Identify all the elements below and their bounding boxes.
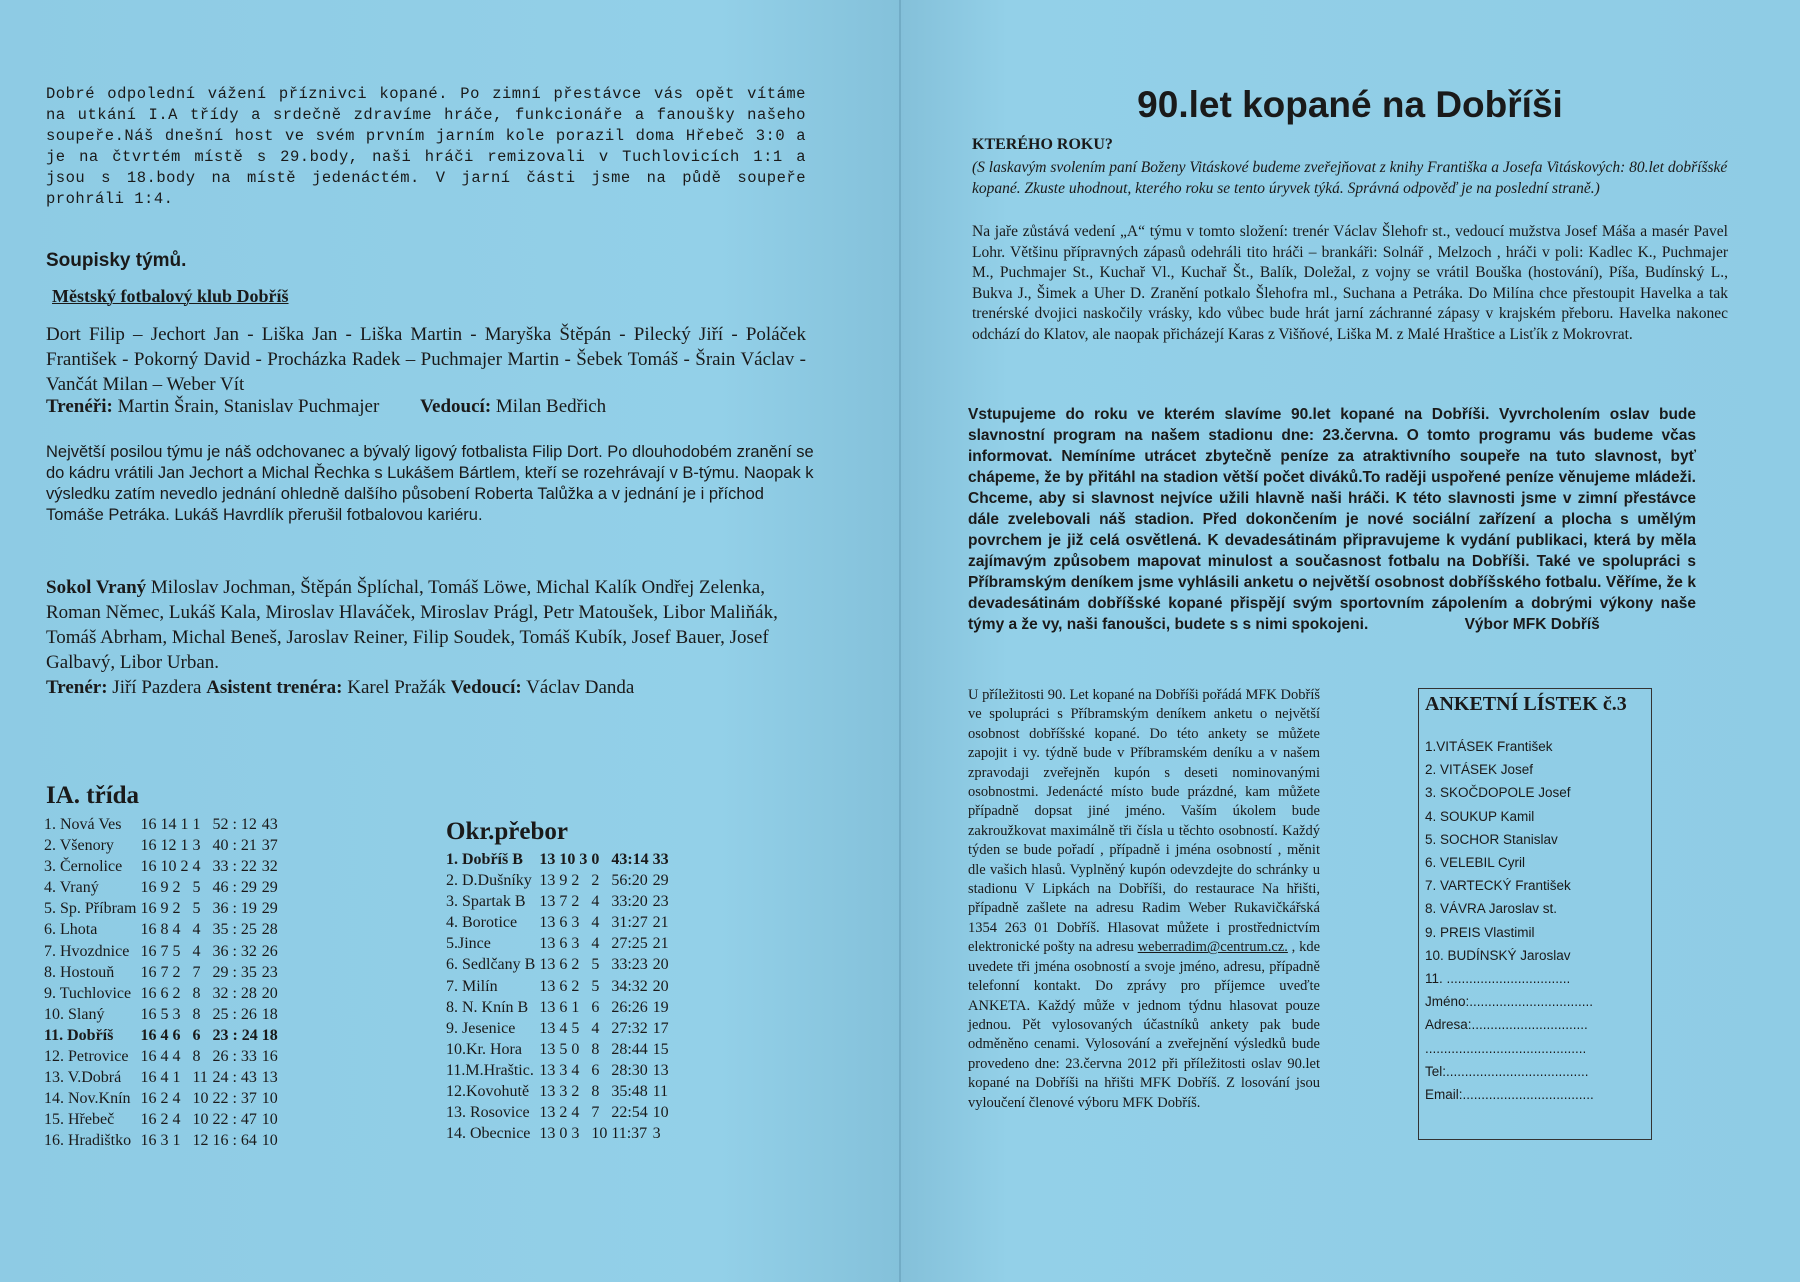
ia-cell-team: 2. Všenory xyxy=(44,837,114,855)
club1-leader-label: Vedoucí: xyxy=(420,396,492,417)
okr-cell-played: 13 xyxy=(539,977,556,995)
ia-cell-score: 26 : 33 xyxy=(212,1048,257,1066)
ballot-item[interactable]: 9. PREIS Vlastimil xyxy=(1425,924,1535,940)
okr-cell-lost: 10 xyxy=(591,1125,608,1143)
okr-cell-won-drawn: 4 5 xyxy=(559,1019,580,1037)
okr-cell-lost: 8 xyxy=(591,1083,600,1101)
ia-cell-points: 18 xyxy=(261,1026,278,1044)
okr-cell-team: 8. N. Knín B xyxy=(446,998,529,1016)
okr-row xyxy=(446,954,673,975)
ia-cell-score: 40 : 21 xyxy=(212,837,257,855)
ia-row xyxy=(44,1088,282,1109)
ia-cell-played: 16 xyxy=(140,984,157,1002)
ia-cell-team: 15. Hřebeč xyxy=(44,1111,115,1129)
anketa-paragraph xyxy=(968,686,1320,1113)
anketa-text-a: U příležitosti 90. Let kopané na Dobříši pořádá MFK Dobříš ve spolupráci s Příbramským deníkem anketu o největší osobnost dobříšské kopané. Do této ankety se můžete zapojit i vy. týdně bude v Příbramském deníku a v našem zpravodaji zveřejněn kupón s deseti nominovanými osobnostmi. Jedenácté místo bude prázdné, kam můžete případně dopsat jiné jméno. Vaším úkolem bude zakroužkovat maximálně tři čísla u těchto osobností. Každý týden se bude pořadí , případně i jména osobností , měnit dle vašich hlasů. Vyplněný kupón odevzdejte do schránky u stadionu V Lipkách na Dobříši, do restaurace Na hřišti, případně zašlete na adresu Radim Weber Rukavičkářská 1354 263 01 Dobříš. Hlasovat můžete i prostřednictvím elektronické pošty na adresu xyxy=(968,687,1320,956)
ia-cell-score: 16 : 64 xyxy=(212,1132,257,1150)
ia-cell-lost: 3 xyxy=(192,837,201,855)
okr-cell-points: 10 xyxy=(652,1104,669,1122)
okr-cell-played: 13 xyxy=(539,893,556,911)
ia-cell-team: 6. Lhota xyxy=(44,921,98,939)
ia-row xyxy=(44,962,282,983)
ia-row xyxy=(44,919,282,940)
ia-cell-team: 3. Černolice xyxy=(44,858,123,876)
ia-cell-score: 32 : 28 xyxy=(212,984,257,1002)
okr-cell-score: 22:54 xyxy=(611,1104,648,1122)
ia-cell-team: 11. Dobříš xyxy=(44,1026,114,1044)
ia-cell-score: 52 : 12 xyxy=(212,816,257,833)
ia-cell-score: 23 : 24 xyxy=(212,1026,258,1044)
okr-row xyxy=(446,1102,673,1123)
ia-cell-won-drawn: 5 3 xyxy=(160,1005,181,1023)
ia-cell-points: 18 xyxy=(261,1005,278,1023)
ia-cell-lost: 5 xyxy=(192,879,201,897)
page-title: 90.let kopané na Dobříši xyxy=(1137,84,1563,125)
ia-cell-played: 16 xyxy=(140,921,157,939)
okr-cell-points: 29 xyxy=(652,872,669,890)
anniversary-signature: Výbor MFK Dobříš xyxy=(1464,616,1600,633)
ia-cell-lost: 8 xyxy=(192,984,201,1002)
ia-cell-played: 16 xyxy=(140,1111,157,1129)
okr-cell-score: 35:48 xyxy=(611,1083,648,1101)
ballot-list xyxy=(1425,735,1594,1106)
okr-cell-played: 13 xyxy=(539,1125,556,1143)
okr-row xyxy=(446,870,673,891)
ia-cell-score: 29 : 35 xyxy=(212,963,257,981)
okr-cell-points: 20 xyxy=(652,977,669,995)
okr-row xyxy=(446,933,673,954)
okr-cell-team: 2. D.Dušníky xyxy=(446,872,532,890)
ballot-item[interactable]: 7. VARTECKÝ František xyxy=(1425,878,1571,894)
okr-cell-team: 3. Spartak B xyxy=(446,893,526,911)
okr-cell-score: 34:32 xyxy=(611,977,648,995)
okr-cell-won-drawn: 7 2 xyxy=(559,893,580,911)
okr-cell-team: 13. Rosovice xyxy=(446,1104,530,1122)
okr-cell-points: 17 xyxy=(652,1019,669,1037)
ia-cell-points: 16 xyxy=(261,1048,278,1066)
ballot-title: ANKETNÍ LÍSTEK č.3 xyxy=(1425,693,1627,715)
okr-cell-team: 9. Jesenice xyxy=(446,1019,516,1037)
okr-cell-played: 13 xyxy=(539,1083,556,1101)
okr-cell-played: 13 xyxy=(539,956,556,974)
okr-cell-played: 13 xyxy=(539,914,556,932)
okr-row xyxy=(446,1081,673,1102)
okr-cell-won-drawn: 5 0 xyxy=(559,1040,580,1058)
okr-row xyxy=(446,849,673,870)
okr-cell-team: 14. Obecnice xyxy=(446,1125,531,1143)
ia-cell-lost: 8 xyxy=(192,1048,201,1066)
okr-cell-played: 13 xyxy=(539,1061,556,1079)
club2-roster xyxy=(46,575,806,700)
ia-row xyxy=(44,856,282,877)
ia-cell-score: 25 : 26 xyxy=(212,1005,257,1023)
okr-cell-won-drawn: 6 3 xyxy=(559,914,580,932)
okr-cell-points: 11 xyxy=(652,1083,669,1101)
okr-cell-score: 28:44 xyxy=(611,1040,648,1058)
okr-cell-team: 6. Sedlčany B xyxy=(446,956,536,974)
okr-cell-lost: 5 xyxy=(591,977,600,995)
okr-cell-points: 23 xyxy=(652,893,669,911)
ia-cell-team: 14. Nov.Knín xyxy=(44,1090,131,1108)
ia-cell-won-drawn: 4 1 xyxy=(160,1069,181,1087)
ia-heading: IA. třída xyxy=(46,782,140,809)
ia-cell-played: 16 xyxy=(140,1132,157,1150)
ia-cell-points: 23 xyxy=(261,963,278,981)
ia-cell-lost: 4 xyxy=(192,942,201,960)
okr-row xyxy=(446,1060,673,1081)
okr-row xyxy=(446,1018,673,1039)
ballot-item[interactable]: 6. VELEBIL Cyril xyxy=(1425,855,1526,871)
okr-row xyxy=(446,1123,673,1144)
ia-cell-played: 16 xyxy=(140,900,157,918)
ia-cell-won-drawn: 3 1 xyxy=(160,1132,181,1150)
ia-cell-team: 5. Sp. Příbram xyxy=(44,900,137,918)
ia-cell-played: 16 xyxy=(140,879,157,897)
ia-row xyxy=(44,1004,282,1025)
ballot-item[interactable]: 10. BUDÍNSKÝ Jaroslav xyxy=(1425,947,1571,963)
ia-cell-won-drawn: 7 2 xyxy=(160,963,181,981)
ia-cell-team: 7. Hvozdnice xyxy=(44,942,130,960)
ia-cell-score: 36 : 19 xyxy=(212,900,257,918)
ia-cell-won-drawn: 7 5 xyxy=(160,942,181,960)
ia-cell-points: 28 xyxy=(261,921,278,939)
ballot-item[interactable]: Jméno:................................. xyxy=(1425,994,1594,1010)
question-heading: KTERÉHO ROKU? xyxy=(972,136,1113,153)
ia-cell-won-drawn: 2 4 xyxy=(160,1111,181,1129)
ia-cell-played: 16 xyxy=(140,963,157,981)
okr-cell-team: 11.M.Hraštic. xyxy=(446,1061,534,1079)
ia-cell-points: 10 xyxy=(261,1111,278,1129)
ia-row xyxy=(44,835,282,856)
ballot-item[interactable]: 4. SOUKUP Kamil xyxy=(1425,808,1535,824)
ballot-item[interactable]: Adresa:............................... xyxy=(1425,1017,1588,1033)
ia-cell-won-drawn: 9 2 xyxy=(160,879,181,897)
ia-cell-points: 10 xyxy=(261,1132,278,1150)
anketa-email-link[interactable]: weberradim@centrum.cz. xyxy=(1137,939,1288,956)
ia-cell-points: 37 xyxy=(261,837,278,855)
okr-cell-score: 43:14 xyxy=(611,851,649,868)
okr-cell-won-drawn: 6 3 xyxy=(559,935,580,953)
ballot-item[interactable]: Email:................................... xyxy=(1425,1087,1594,1103)
okr-cell-lost: 4 xyxy=(591,914,600,932)
club2-trainer-label: Trenér: xyxy=(46,677,108,698)
anniversary-text: Vstupujeme do roku ve kterém slavíme 90.let kopané na Dobříši. Vyvrcholením oslav bude slavnostní program na našem stadionu dne: 23.června. O tomto programu vás budeme včas informovat. Nemíníme utrácet zbytečně peníze za atraktivního soupeře na tuto slavnost, byť chápeme, že by přitáhl na stadion větší počet diváků.To raději uspořené peníze věnujeme mládeži. Chceme, aby si slavnost nejvíce užili hlavně naši hráči. K této slavnosti jsme v zimní přestávce dále zvelebovali náš stadion. Před dokončením je nové sociální zařízení a plocha s umělým povrchem je již celá osvětlená. K devadesátinám připravujeme k vydání publikaci, která by měla zajímavým způsobem mapovat minulost a současnost fotbalu na Dobříši. Také ve spolupráci s Příbramským deníkem jsme vyhlásili anketu o největší osobnost dobříšského fotbalu. Věříme, že k devadesátinám dobříšské kopané přispějí svým sportovním zápolením a dobrými výkony naše týmy a že vy, naši fanoušci, budete s s nimi spokojeni. xyxy=(968,406,1696,633)
ia-cell-score: 22 : 47 xyxy=(212,1111,257,1129)
ia-cell-played: 16 xyxy=(140,1069,157,1087)
club2-name: Sokol Vraný xyxy=(46,577,147,598)
ballot-item[interactable]: ........................................... xyxy=(1425,1040,1587,1056)
okr-cell-team: 12.Kovohutě xyxy=(446,1083,530,1101)
okr-cell-points: 13 xyxy=(652,1061,669,1079)
okr-cell-won-drawn: 6 2 xyxy=(559,977,580,995)
okr-cell-lost: 2 xyxy=(591,872,600,890)
ia-row xyxy=(44,877,282,898)
ia-row xyxy=(44,898,282,919)
ia-cell-points: 29 xyxy=(261,900,278,918)
ia-cell-won-drawn: 9 2 xyxy=(160,900,181,918)
ia-row xyxy=(44,1109,282,1130)
ia-cell-team: 9. Tuchlovice xyxy=(44,984,132,1002)
ia-cell-won-drawn: 10 2 xyxy=(160,858,189,876)
ballot-item[interactable]: 5. SOCHOR Stanislav xyxy=(1425,831,1558,847)
ia-cell-played: 16 xyxy=(140,1048,157,1066)
okr-cell-score: 33:23 xyxy=(611,956,648,974)
okr-row xyxy=(446,891,673,912)
club2-assistant-label: Asistent trenéra: xyxy=(206,677,343,698)
ia-cell-lost: 1 xyxy=(192,816,201,833)
okr-cell-points: 21 xyxy=(652,935,669,953)
ia-cell-lost: 10 xyxy=(192,1111,209,1129)
ballot-box xyxy=(1418,688,1652,1140)
okr-cell-score: 26:26 xyxy=(611,998,648,1016)
ia-row xyxy=(44,1046,282,1067)
okr-cell-lost: 6 xyxy=(591,1061,600,1079)
okr-cell-team: 10.Kr. Hora xyxy=(446,1040,522,1058)
okr-cell-lost: 4 xyxy=(591,935,600,953)
ia-cell-won-drawn: 4 6 xyxy=(160,1026,181,1044)
okr-cell-won-drawn: 3 2 xyxy=(559,1083,580,1101)
okr-cell-won-drawn: 9 2 xyxy=(559,872,580,890)
okr-cell-won-drawn: 0 3 xyxy=(559,1125,580,1143)
ia-row xyxy=(44,1130,282,1151)
club1-players: Dort Filip – Jechort Jan - Liška Jan - Liška Martin - Maryška Štěpán - Pilecký Jiří - Poláček František - Pokorný David - Procházka Radek – Puchmajer Martin - Šebek Tomáš - Šrain Václav - Vančát Milan – Weber Vít xyxy=(46,324,806,395)
ia-cell-played: 16 xyxy=(140,1005,157,1023)
ia-cell-score: 33 : 22 xyxy=(212,858,257,876)
ia-cell-points: 26 xyxy=(261,942,278,960)
ia-cell-points: 10 xyxy=(261,1090,278,1108)
okr-cell-score: 33:20 xyxy=(611,893,648,911)
club2-trainer: Jiří Pazdera xyxy=(112,677,202,698)
ia-row xyxy=(44,983,282,1004)
okr-row xyxy=(446,976,673,997)
okr-cell-won-drawn: 6 1 xyxy=(559,998,580,1016)
okr-cell-lost: 0 xyxy=(591,851,600,868)
okr-row xyxy=(446,1039,673,1060)
okr-cell-played: 13 xyxy=(539,1019,556,1037)
ballot-item[interactable]: 1.VITÁSEK František xyxy=(1425,739,1553,754)
okr-cell-lost: 5 xyxy=(591,956,600,974)
club2-players: Miloslav Jochman, Štěpán Šplíchal, Tomáš Löwe, Michal Kalík Ondřej Zelenka, Roman Němec, Lukáš Kala, Miroslav Hlaváček, Miroslav Prágl, Petr Matoušek, Libor Maliňák, Tomáš Abrham, Michal Beneš, Jaroslav Reiner, Filip Soudek, Tomáš Kubík, Josef Bauer, Josef Galbavý, Libor Urban. xyxy=(46,577,778,673)
ia-cell-lost: 11 xyxy=(192,1069,208,1087)
ia-cell-played: 16 xyxy=(140,1026,157,1044)
okr-cell-points: 3 xyxy=(652,1125,661,1143)
okr-row xyxy=(446,912,673,933)
okr-cell-team: 5.Jince xyxy=(446,935,491,953)
ia-cell-lost: 4 xyxy=(192,921,201,939)
ia-cell-won-drawn: 8 4 xyxy=(160,921,181,939)
okr-cell-lost: 8 xyxy=(591,1040,600,1058)
okr-cell-score: 56:20 xyxy=(611,872,648,890)
page-fold xyxy=(899,0,901,1282)
ia-row xyxy=(44,1067,282,1088)
ia-cell-lost: 10 xyxy=(192,1090,209,1108)
intro-paragraph: Dobré odpolední vážení příznivci kopané. Po zimní přestávce vás opět vítáme na utkání I.A třídy a srdečně zdravíme hráče, funkcionáře a fanoušky našeho soupeře.Náš dnešní host ve svém prvním jarním kole porazil doma Hřebeč 3:0 a je na čtvrtém místě s 29.body, naši hráči remizovali v Tuchlovicích 1:1 a jsou s 18.body na místě jedenáctém. V jarní části jsme na půdě soupeře prohráli 1:4. xyxy=(46,85,806,208)
ia-cell-points: 29 xyxy=(261,879,278,897)
question-intro: (S laskavým svolením paní Boženy Vitáskové budeme zveřejňovat z knihy Františka a Josefa Vitáskových: 80.let dobříšské kopané. Zkuste uhodnout, kterého roku se tento úryvek týká. Správná odpověď je na poslední straně.) xyxy=(972,159,1728,197)
okr-cell-team: 1. Dobříš B xyxy=(446,851,523,868)
club1-name: Městský fotbalový klub Dobříš xyxy=(52,286,289,306)
okr-cell-score: 27:32 xyxy=(611,1019,648,1037)
ia-cell-team: 10. Slaný xyxy=(44,1005,105,1023)
ia-table xyxy=(44,814,282,1152)
ia-cell-played: 16 xyxy=(140,858,157,876)
ia-row xyxy=(44,1025,282,1046)
club1-trainers: Martin Šrain, Stanislav Puchmajer xyxy=(117,396,380,417)
ballot-item[interactable]: 8. VÁVRA Jaroslav st. xyxy=(1425,901,1558,917)
ia-cell-team: 13. V.Dobrá xyxy=(44,1069,122,1087)
ia-cell-score: 35 : 25 xyxy=(212,921,257,939)
okr-cell-score: 11:37 xyxy=(611,1125,648,1143)
okr-cell-score: 27:25 xyxy=(611,935,648,953)
ia-cell-played: 16 xyxy=(140,837,157,855)
question-body: Na jaře zůstává vedení „A“ týmu v tomto složení: trenér Václav Šlehofr st., vedoucí mužstva Josef Máša a masér Pavel Lohr. Většinu přípravných zápasů odehráli tito hráči – brankáři: Solnář , Melzoch , hráči v poli: Kadlec K., Puchmajer M., Puchmajer St., Kuchař Vl., Kuchař Št., Balík, Doležal, z vojny se vrátil Bouška (hostování), Píša, Budínský L., Bukva J., Šimek a Uher D. Zranění potkalo Šlehofra ml., Suchana a Petráka. Do Milína chce přestoupit Havelka a tak trenérské dvojici naskočily vrásky, kdo vůbec bude hrát jarní záchranné zápasy v krajském přeboru. Havelka nakonec odchází do Klatov, ale naopak přicházejí Karas z Višňové, Liška M. z Malé Hraštice a Lisťík z Mokrovrat. xyxy=(972,223,1728,343)
okr-cell-team: 4. Borotice xyxy=(446,914,518,932)
ia-cell-score: 36 : 32 xyxy=(212,942,257,960)
okr-cell-points: 19 xyxy=(652,998,669,1016)
ia-row xyxy=(44,814,282,835)
ia-cell-team: 8. Hostouň xyxy=(44,963,115,981)
club2-assistant: Karel Pražák xyxy=(347,677,446,698)
ia-cell-won-drawn: 2 4 xyxy=(160,1090,181,1108)
ia-cell-won-drawn: 14 1 xyxy=(160,816,189,833)
ia-cell-points: 32 xyxy=(261,858,278,876)
okr-cell-played: 13 xyxy=(539,1104,556,1122)
ia-cell-lost: 6 xyxy=(192,1026,201,1044)
club1-heading xyxy=(52,286,289,307)
ia-cell-played: 16 xyxy=(140,1090,157,1108)
ballot-item[interactable]: Tel:...................................... xyxy=(1425,1063,1589,1079)
ia-cell-lost: 4 xyxy=(192,858,201,876)
okr-cell-played: 13 xyxy=(539,872,556,890)
anniversary-paragraph xyxy=(968,404,1696,635)
soupisky-heading: Soupisky týmů. xyxy=(46,250,187,271)
okr-cell-played: 13 xyxy=(539,998,556,1016)
okr-cell-lost: 4 xyxy=(591,1019,600,1037)
club1-leader: Milan Bedřich xyxy=(495,396,607,417)
okr-cell-lost: 4 xyxy=(591,893,600,911)
ia-cell-played: 16 xyxy=(140,816,157,833)
club2-leader: Václav Danda xyxy=(526,677,635,698)
okr-cell-played: 13 xyxy=(539,851,556,868)
okr-cell-won-drawn: 2 4 xyxy=(559,1104,580,1122)
ballot-item[interactable]: 2. VITÁSEK Josef xyxy=(1425,762,1534,778)
ballot-item[interactable]: 3. SKOČDOPOLE Josef xyxy=(1425,785,1571,801)
ia-cell-won-drawn: 6 2 xyxy=(160,984,181,1002)
okr-cell-won-drawn: 10 3 xyxy=(559,851,588,868)
okr-cell-lost: 7 xyxy=(591,1104,600,1122)
ia-cell-lost: 12 xyxy=(192,1132,209,1150)
okr-cell-points: 33 xyxy=(652,851,669,868)
ballot-item[interactable]: 11. ................................. xyxy=(1425,971,1571,987)
ia-cell-points: 43 xyxy=(261,816,278,833)
okr-cell-played: 13 xyxy=(539,935,556,953)
okr-cell-won-drawn: 3 4 xyxy=(559,1061,580,1079)
ia-cell-lost: 8 xyxy=(192,1005,201,1023)
ia-cell-points: 13 xyxy=(261,1069,278,1087)
ia-row xyxy=(44,941,282,962)
ia-cell-won-drawn: 12 1 xyxy=(160,837,189,855)
ia-cell-team: 16. Hradištko xyxy=(44,1132,132,1150)
ia-cell-lost: 5 xyxy=(192,900,201,918)
okr-cell-team: 7. Milín xyxy=(446,977,498,995)
ia-cell-played: 16 xyxy=(140,942,157,960)
okr-cell-lost: 6 xyxy=(591,998,600,1016)
okr-cell-points: 21 xyxy=(652,914,669,932)
ia-cell-lost: 7 xyxy=(192,963,201,981)
okr-heading: Okr.přebor xyxy=(446,818,568,845)
ia-cell-won-drawn: 4 4 xyxy=(160,1048,181,1066)
okr-table xyxy=(446,849,673,1144)
okr-cell-points: 20 xyxy=(652,956,669,974)
ia-cell-team: 12. Petrovice xyxy=(44,1048,129,1066)
club1-note: Největší posilou týmu je náš odchovanec a bývalý ligový fotbalista Filip Dort. Po dlouhodobém zranění se do kádru vrátili Jan Jechort a Michal Řechka s Lukášem Bártlem, kteří se rozehrávají v B-týmu. Naopak k výsledku zatím nevedlo jednání ohledně dalšího působení Roberta Talůžka a v jednání je i příchod Tomáše Petráka. Lukáš Havrdlík přerušil fotbalovou kariéru. xyxy=(46,443,814,524)
okr-cell-score: 31:27 xyxy=(611,914,648,932)
ia-cell-points: 20 xyxy=(261,984,278,1002)
club1-staff xyxy=(46,396,806,418)
ia-cell-score: 22 : 37 xyxy=(212,1090,257,1108)
okr-cell-score: 28:30 xyxy=(611,1061,648,1079)
ia-cell-team: 4. Vraný xyxy=(44,879,99,897)
ia-cell-score: 46 : 29 xyxy=(212,879,257,897)
anketa-text-b: , kde uvedete tři jména osobností a svoje jméno, adresu, případně telefonní kontakt. Do zprávy pro příjemce uveďte ANKETA. Každý může v jednom týdnu hlasovat pouze jednou. Pět vylosovaných účastníků ankety pak bude odměněno cenami. Vylosování a zveřejnění výsledků bude provedeno dne: 23.června 2012 při příležitosti oslav 90.let kopané na Dobříši na hřišti MFK Dobříš. Z losování jsou vyloučení členové výboru MFK Dobříš. xyxy=(968,939,1320,1111)
okr-cell-won-drawn: 6 2 xyxy=(559,956,580,974)
ia-cell-score: 24 : 43 xyxy=(212,1069,257,1087)
okr-cell-points: 15 xyxy=(652,1040,669,1058)
okr-row xyxy=(446,997,673,1018)
club1-trainers-label: Trenéři: xyxy=(46,396,113,417)
okr-cell-played: 13 xyxy=(539,1040,556,1058)
club2-leader-label: Vedoucí: xyxy=(450,677,522,698)
ia-cell-team: 1. Nová Ves xyxy=(44,816,122,833)
